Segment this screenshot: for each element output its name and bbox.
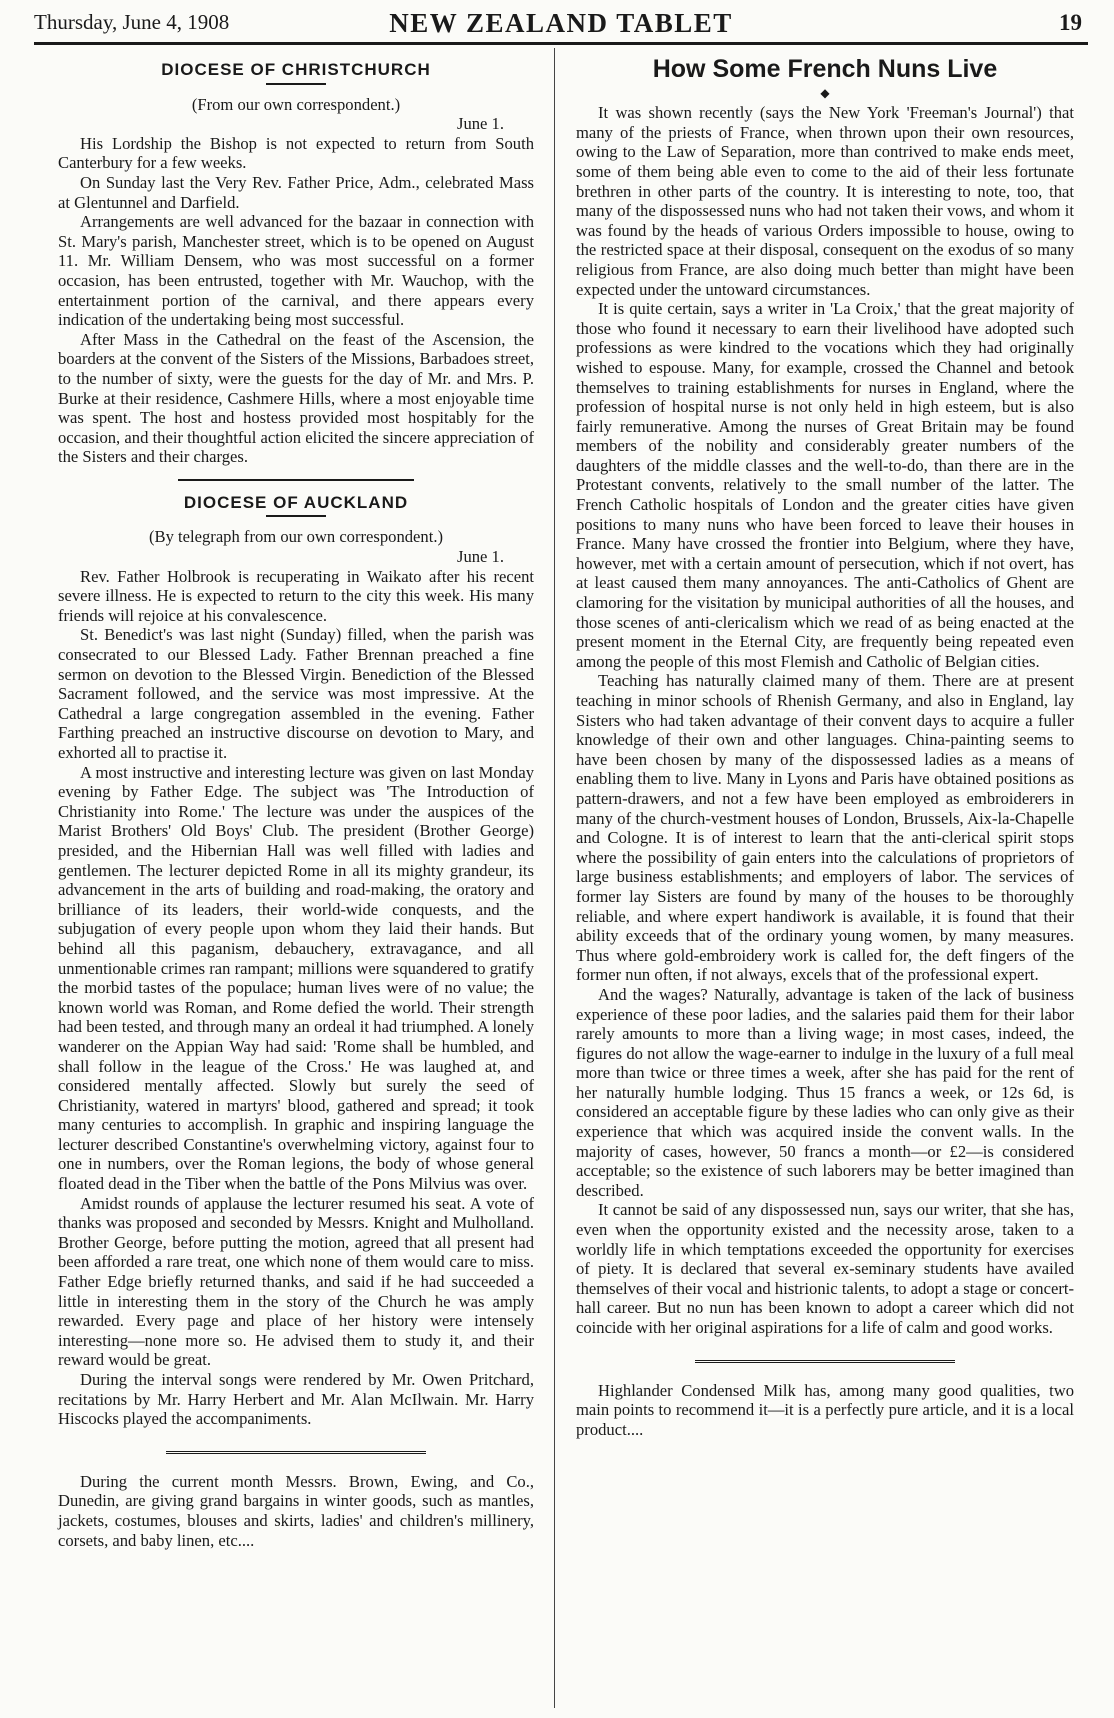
- section-divider: [695, 1360, 955, 1363]
- paragraph: A most instructive and interesting lecture was given on last Monday evening by Father Edge. The subject was 'The Introduction of Christianity into Rome.' The lecture was under the auspices of the Marist Brothers' Old Boys' Club. The president (Brother George) presided, and the Hibernian Hall was well filled with ladies and gentlemen. The lecturer depicted Rome in all its mighty grandeur, its advancement in the arts of building and road-making, the oratory and brilliance of its leaders, their world-wide conquests, and the subjugation of every people upon whom they laid their hands. But behind all this paganism, debauchery, extravagance, and all unmentionable crimes ran rampant; millions were squandered to gratify the morbid tastes of the populace; human lives were of no value; the known world was Roman, and Rome defied the world. Their strength had been tested, and through many an ordeal it had triumphed. A lonely wanderer on the Appian Way had said: 'Rome shall be humbled, and shall follow in the league of the Cross.' He was laughed at, and considered mentally affected. Slowly but surely the seed of Christianity, watered in martyrs' blood, gathered and spread; it took many centuries to accomplish. In graphic and inspiring language the lecturer described Constantine's overwhelming victory, against four to one in numbers, over the Roman legions, the body of whose general floated dead in the Tiber when the battle of the Pons Milvius was over.: [58, 762, 534, 1194]
- paragraph: It was shown recently (says the New York 'Freeman's Journal') that many of the priests of France, when thrown upon their own resources, owing to the Law of Separation, more than contrived to make ends meet, some of them being able even to come to the aid of their less fortunate brethren in other parts of the country. It is interesting to note, too, that many of the dispossessed nuns who had not taken their vows, and whom it was found by the heads of various Orders impossible to house, owing to the restricted space at their disposal, consequent on the exodus of so many religious from France, are also doing much better than might have been expected under the untoward circumstances.: [576, 103, 1074, 299]
- heading-underline: [266, 515, 326, 517]
- paragraph: And the wages? Naturally, advantage is taken of the lack of business experience of these poor ladies, and the salaries paid them for their labor rarely amounts to more than a living wage; in most cases, indeed, the figures do not allow the wage-earner to indulge in the luxury of a full meal more than twice or three times a week, after she has paid for the rent of her naturally humble lodging. Thus 15 francs a week, or 12s 6d, is considered an acceptable figure by these ladies who can only give as their experience that which was acquired inside the convent walls. In the majority of cases, however, 50 francs a month—or £2—is considered acceptable; so the existence of such laborers may be better imagined than described.: [576, 984, 1074, 1200]
- nuns-heading: How Some French Nuns Live: [652, 55, 998, 83]
- christchurch-heading: DIOCESE OF CHRISTCHURCH: [161, 60, 431, 79]
- auckland-heading: DIOCESE OF AUCKLAND: [183, 492, 409, 512]
- newspaper-title: NEW ZEALAND TABLET: [389, 8, 733, 38]
- paragraph: It cannot be said of any dispossessed nun, says our writer, that she has, even when the opportunity existed and the necessity arose, taken to a worldly life in which temptations exceeded the opportunity for exercises of piety. It is declared that several ex-seminary students have availed themselves of their vocal and histrionic talents, to adopt a stage or concert-hall career. But no nun has been known to adopt a career which did not coincide with her original aspirations for a life of calm and good works.: [576, 1200, 1074, 1337]
- paragraph: After Mass in the Cathedral on the feast of the Ascension, the boarders at the convent of the Sisters of the Missions, Barbadoes street, to the number of sixty, were the guests for the day of Mr. and Mrs. P. Burke at their residence, Cashmere Hills, where a most enjoyable time was spent. The host and hostess provided most hospitably for the occasion, and their thoughtful action elicited the sincere appreciation of the Sisters and their charges.: [58, 329, 534, 467]
- masthead: [34, 6, 1088, 45]
- diamond-ornament-icon: ◆: [820, 85, 830, 100]
- paragraph: Rev. Father Holbrook is recuperating in Waikato after his recent severe illness. He is expected to return to the city this week. His many friends will rejoice at his convalescence.: [58, 566, 534, 625]
- section-divider: [166, 1451, 426, 1454]
- paragraph: Arrangements are well advanced for the bazaar in connection with St. Mary's parish, Manchester street, which is to be opened on August 11. Mr. William Densem, who was most successful on a former occasion, has been entrusted, together with Mr. Wauchop, with the entertainment portion of the carnival, and there appears every indication of the undertaking being most successful.: [58, 212, 534, 330]
- christchurch-byline: (From our own correspondent.): [191, 94, 401, 114]
- paragraph: His Lordship the Bishop is not expected to return from South Canterbury for a few weeks.: [58, 133, 534, 173]
- advert-brown-ewing: During the current month Messrs. Brown, Ewing, and Co., Dunedin, are giving grand bargains in winter goods, such as mantles, jackets, costumes, blouses and skirts, ladies' and children's millinery, corsets, and baby linen, etc....: [58, 1471, 534, 1550]
- column-rule: [554, 48, 555, 1708]
- paragraph: On Sunday last the Very Rev. Father Price, Adm., celebrated Mass at Glentunnel and Darfield.: [58, 172, 534, 212]
- issue-date: Thursday, June 4, 1908: [34, 10, 230, 34]
- paragraph: During the interval songs were rendered by Mr. Owen Pritchard, recitations by Mr. Harry Herbert and Mr. Alan McIlwain. Mr. Harry Hiscocks played the accompaniments.: [58, 1370, 534, 1429]
- christchurch-article: [58, 60, 534, 467]
- auckland-article: [58, 493, 534, 1429]
- left-column: [58, 60, 534, 1550]
- advert-highlander-milk: Highlander Condensed Milk has, among many good qualities, two main points to recommend it—it is a perfectly pure article, and it is a local product....: [576, 1380, 1074, 1439]
- christchurch-date: June 1.: [456, 114, 504, 134]
- page-number: 19: [1059, 10, 1082, 35]
- right-column: [576, 55, 1074, 1439]
- nuns-article: [576, 55, 1074, 1338]
- section-divider: [178, 479, 414, 481]
- paragraph: It is quite certain, says a writer in 'La Croix,' that the great majority of those who found it necessary to earn their livelihood have adopted such professions as were kindred to the vocations which they had originally wished to espouse. Many, for example, crossed the Channel and betook themselves to training establishments for nurses in England, where the profession of hospital nurse is not only held in high esteem, but is also fairly remunerative. Among the nurses of Great Britain may be found members of the nobility and considerably greater numbers of the daughters of the middle classes and the well-to-do, than there are in the Protestant convents, relatively to the small number of the latter. The French Catholic hospitals of London and the greater cities have given positions to many nuns who have been forced to leave their houses in France. Many have crossed the frontier into Belgium, where they have, however, met with a certain amount of persecution, which if not overt, has at least caused them many annoyances. The anti-Catholics of Ghent are clamoring for the visitation by municipal authorities of all the houses, and those scenes of anti-clericalism which we read of as being enacted at the present moment in the Eternal City, are frequently being repeated even among the people of this most Flemish and Catholic of Belgian cities.: [576, 299, 1074, 671]
- paragraph: Teaching has naturally claimed many of them. There are at present teaching in minor schools of Rhenish Germany, and also in England, lay Sisters who had taken advantage of their convent days to acquire a fuller knowledge of their own and other languages. China-painting seems to have been chosen by many of the dispossessed ladies as a means of enabling them to live. Many in Lyons and Paris have obtained positions as pattern-drawers, and not a few have been employed as embroiderers in many of the church-vestment houses of London, Brussels, Aix-la-Chapelle and Cologne. It is of interest to learn that the anti-clerical spirit stops where the possibility of gain enters into the calculations of proprietors of large business establishments; and employers of labor. The services of former lay Sisters are found by many of the houses to be thoroughly reliable, and where expert handiwork is available, it is found that their ability exceeds that of the ordinary young women, by many measures. Thus where gold-embroidery work is called for, the deft fingers of the former nun often, if not always, excels that of the professional expert.: [576, 671, 1074, 985]
- auckland-date: June 1.: [456, 547, 504, 567]
- auckland-byline: (By telegraph from our own correspondent.): [149, 527, 443, 547]
- paragraph: St. Benedict's was last night (Sunday) filled, when the parish was consecrated to our Blessed Lady. Father Brennan preached a fine sermon on devotion to the Blessed Virgin. Benediction of the Blessed Sacrament followed, and the service was most impressive. At the Cathedral a large congregation assembled in the evening. Father Farthing preached an instructive discourse on devotion to Mary, and exhorted all to practise it.: [58, 625, 534, 762]
- paragraph: Amidst rounds of applause the lecturer resumed his seat. A vote of thanks was proposed and seconded by Messrs. Knight and Mulholland. Brother George, before putting the motion, agreed that all present had been afforded a rare treat, one which none of them would care to miss. Father Edge briefly returned thanks, and said if he had succeeded a little in interesting them in the story of the Church he was amply rewarded. Every page and place of her history were intensely interesting—none more so. He advised them to study it, and their reward would be great.: [58, 1193, 534, 1370]
- heading-underline: [266, 83, 326, 85]
